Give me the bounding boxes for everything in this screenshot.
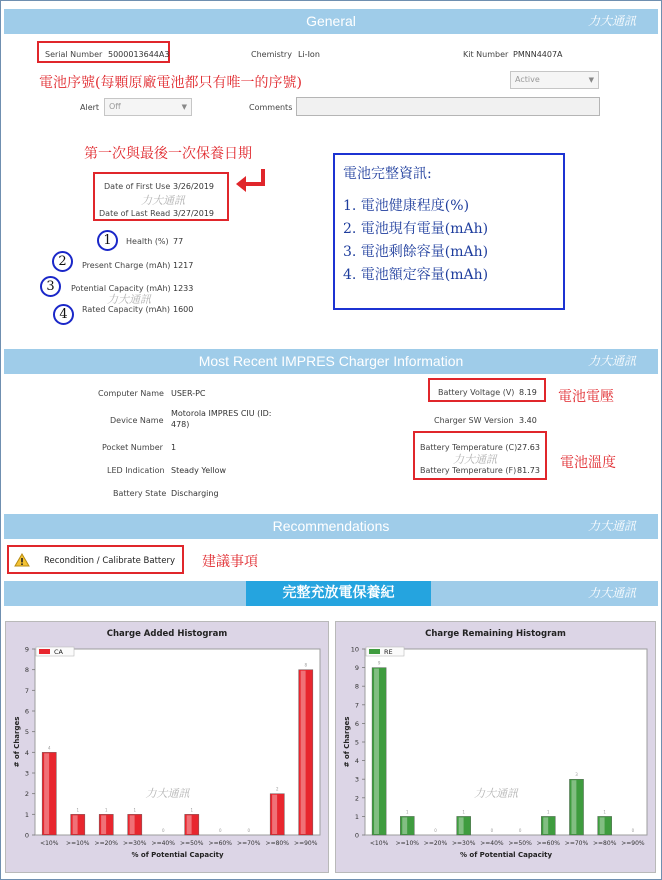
charge-remaining-data-label: 1	[406, 809, 409, 815]
voltage-annotation: 電池電壓	[558, 389, 614, 405]
charge-added-y-tick-label: 4	[24, 748, 29, 757]
charge-remaining-legend-label: RE	[384, 648, 393, 656]
chemistry-label: Chemistry	[251, 50, 292, 59]
charge-added-y-tick-label: 2	[24, 790, 29, 799]
charge-remaining-data-label: 0	[518, 828, 522, 833]
charge-added-data-label: 1	[190, 807, 194, 813]
dates-watermark: 力大通訊	[141, 194, 185, 207]
circle-marker-3: 3	[40, 276, 61, 297]
info-item-health: 1. 電池健康程度(%)	[343, 198, 470, 214]
rated-capacity-label: Rated Capacity (mAh)	[82, 305, 171, 314]
dates-annotation: 第一次與最後一次保養日期	[84, 146, 252, 162]
charge-remaining-x-tick-label: >=60%	[536, 840, 560, 847]
last-read-label: Date of Last Read	[99, 209, 171, 218]
charge-remaining-watermark: 力大通訊	[474, 787, 518, 800]
charge-added-x-axis-label: % of Potential Capacity	[131, 851, 224, 859]
charge-added-bar-highlight	[187, 815, 192, 834]
charge-remaining-data-label: 1	[603, 809, 606, 815]
charge-added-legend-label: CA	[54, 648, 63, 656]
charge-added-y-tick-label: 8	[24, 666, 29, 675]
charge-added-bar-highlight	[301, 671, 306, 834]
kit-number-value: PMNN4407A	[513, 50, 563, 59]
charge-remaining-y-tick-label: 9	[354, 664, 359, 673]
temp-f-label: Battery Temperature (F)	[420, 466, 517, 475]
potential-capacity-value: 1233	[173, 284, 194, 293]
charge-added-y-tick-label: 9	[24, 645, 29, 654]
warning-icon	[14, 553, 30, 567]
led-indication-value: Steady Yellow	[171, 466, 227, 475]
charge-added-bar-highlight	[101, 815, 106, 834]
info-item-rated: 4. 電池額定容量(mAh)	[343, 267, 489, 283]
recommendation-annotation: 建議事項	[202, 554, 258, 570]
pocket-number-label: Pocket Number	[102, 443, 163, 452]
device-name-label: Device Name	[110, 416, 164, 425]
charge-remaining-x-tick-label: >=70%	[564, 840, 589, 847]
charge-added-bar-highlight	[73, 815, 78, 834]
chevron-down-icon: ▼	[588, 76, 594, 84]
temp-c-label: Battery Temperature (C)	[420, 443, 518, 452]
charge-added-y-tick-label: 0	[24, 831, 29, 840]
first-use-label: Date of First Use	[104, 182, 171, 191]
charge-added-x-tick-label: >=10%	[66, 840, 90, 847]
charge-added-title: Charge Added Histogram	[106, 629, 228, 639]
charge-added-y-tick-label: 3	[24, 769, 29, 778]
recommendations-header-title: Recommendations	[272, 518, 390, 534]
charge-remaining-y-tick-label: 6	[354, 719, 359, 728]
general-watermark: 力大通訊	[587, 14, 636, 28]
charge-remaining-y-axis-label: # of Charges	[343, 716, 351, 768]
charge-remaining-data-label: 1	[547, 809, 550, 815]
charge-added-y-tick-label: 7	[24, 686, 29, 695]
charge-remaining-data-label: 1	[462, 809, 465, 815]
charge-remaining-bar-highlight	[543, 817, 548, 834]
charger-sw-label: Charger SW Version	[434, 416, 514, 425]
led-indication-label: LED Indication	[107, 466, 165, 475]
histogram-section-watermark: 力大通訊	[587, 586, 636, 600]
charge-added-x-tick-label: >=80%	[265, 840, 289, 847]
charge-remaining-bar-highlight	[374, 669, 379, 834]
chevron-down-icon: ▼	[181, 103, 187, 111]
charger-header-title: Most Recent IMPRES Charger Information	[198, 353, 464, 369]
serial-number-label: Serial Number	[45, 50, 103, 59]
charge-added-data-label: 4	[47, 745, 51, 751]
charge-added-data-label: 8	[304, 662, 308, 668]
charge-added-panel	[5, 621, 329, 873]
chemistry-value: Li-Ion	[298, 50, 320, 59]
charge-added-y-tick-label: 6	[24, 707, 29, 716]
charge-added-data-label: 0	[247, 828, 251, 833]
device-name-value-line1: Motorola IMPRES CIU (ID:	[171, 409, 272, 418]
health-value: 77	[173, 237, 184, 246]
charge-remaining-y-tick-label: 10	[350, 645, 359, 654]
charge-remaining-y-tick-label: 5	[354, 738, 359, 747]
charge-remaining-y-tick-label: 2	[354, 794, 359, 803]
charge-remaining-x-tick-label: >=90%	[621, 840, 645, 847]
charge-added-x-tick-label: >=50%	[180, 840, 204, 847]
charge-remaining-title: Charge Remaining Histogram	[425, 629, 566, 639]
health-label: Health (%)	[126, 237, 169, 246]
charge-remaining-y-tick-label: 8	[354, 682, 359, 691]
alert-label: Alert	[80, 103, 100, 112]
info-title: 電池完整資訊:	[343, 166, 432, 182]
info-item-potential: 3. 電池剩餘容量(mAh)	[343, 244, 489, 260]
battery-voltage-label: Battery Voltage (V)	[438, 388, 515, 397]
first-use-value: 3/26/2019	[173, 182, 215, 191]
charge-remaining-panel	[335, 621, 656, 873]
computer-name-value: USER-PC	[171, 389, 206, 398]
charge-added-data-label: 1	[133, 807, 137, 813]
status-select[interactable]	[510, 71, 599, 89]
recommendations-header	[4, 514, 658, 539]
alert-select-value: Off	[109, 102, 121, 111]
charge-remaining-y-tick-label: 1	[354, 812, 359, 821]
charger-header	[4, 349, 658, 374]
charge-added-y-axis-label: # of Charges	[13, 716, 21, 768]
temperature-annotation: 電池溫度	[560, 455, 616, 471]
charge-remaining-legend-swatch	[369, 649, 380, 654]
charge-added-bar-highlight	[44, 753, 49, 834]
charge-remaining-x-tick-label: <10%	[369, 840, 389, 847]
status-select-value: Active	[515, 75, 540, 84]
battery-state-value: Discharging	[171, 489, 219, 498]
charge-remaining-y-tick-label: 7	[354, 701, 359, 710]
charge-remaining-bar-highlight	[571, 780, 576, 834]
charge-added-x-tick-label: >=60%	[208, 840, 232, 847]
general-header	[4, 9, 658, 34]
charge-remaining-x-axis-label: % of Potential Capacity	[459, 851, 553, 859]
histogram-section-title: 完整充放電保養紀	[246, 581, 431, 606]
charge-remaining-data-label: 9	[377, 660, 381, 666]
charge-added-x-tick-label: >=30%	[123, 840, 147, 847]
temp-watermark: 力大通訊	[453, 453, 497, 466]
present-charge-label: Present Charge (mAh)	[82, 261, 171, 270]
potential-capacity-label: Potential Capacity (mAh)	[71, 284, 171, 293]
charge-remaining-x-tick-label: >=50%	[508, 840, 532, 847]
battery-info-box	[333, 153, 565, 310]
charge-remaining-x-tick-label: >=10%	[395, 840, 419, 847]
serial-annotation: 電池序號(每顆原廠電池都只有唯一的序號)	[39, 75, 302, 91]
charge-remaining-data-label: 0	[434, 828, 437, 833]
temp-f-value: 81.73	[517, 466, 540, 475]
circle-marker-1: 1	[97, 230, 118, 251]
charge-remaining-data-label: 0	[631, 828, 635, 833]
charge-remaining-y-tick-label: 4	[354, 757, 359, 766]
charge-remaining-data-label: 3	[575, 772, 578, 778]
charge-added-x-tick-label: >=90%	[294, 840, 318, 847]
charge-remaining-y-tick-label: 0	[354, 831, 359, 840]
info-item-present: 2. 電池現有電量(mAh)	[343, 221, 489, 237]
charge-remaining-bar-highlight	[600, 817, 605, 834]
serial-number-value: 5000013644A3	[108, 50, 170, 59]
charge-remaining-x-tick-label: >=80%	[593, 840, 617, 847]
computer-name-label: Computer Name	[98, 389, 164, 398]
charger-watermark: 力大通訊	[587, 354, 636, 368]
battery-state-label: Battery State	[113, 489, 167, 498]
charge-added-legend-swatch	[39, 649, 50, 654]
comments-label: Comments	[249, 103, 293, 112]
potential-watermark: 力大通訊	[107, 293, 151, 306]
general-header-title: General	[306, 13, 356, 29]
temp-c-value: 27.63	[517, 443, 540, 452]
alert-select[interactable]	[104, 98, 192, 116]
recommendations-watermark: 力大通訊	[587, 519, 636, 533]
charge-added-watermark: 力大通訊	[145, 787, 190, 800]
charge-added-bar-highlight	[130, 815, 135, 834]
charge-remaining-x-tick-label: >=20%	[423, 840, 448, 847]
charge-added-y-tick-label: 1	[24, 810, 29, 819]
circle-marker-2: 2	[52, 251, 73, 272]
charge-added-data-label: 1	[104, 807, 108, 813]
last-read-value: 3/27/2019	[173, 209, 215, 218]
charge-added-x-tick-label: >=40%	[151, 840, 175, 847]
charger-sw-value: 3.40	[519, 416, 537, 425]
charge-added-data-label: 1	[76, 807, 80, 813]
charge-remaining-bar-highlight	[459, 817, 464, 834]
charge-added-histogram	[6, 622, 328, 872]
charge-added-x-tick-label: >=70%	[237, 840, 261, 847]
rated-capacity-value: 1600	[173, 305, 194, 314]
circle-marker-4: 4	[53, 304, 74, 325]
kit-number-label: Kit Number	[463, 50, 509, 59]
charge-added-data-label: 0	[218, 828, 222, 833]
present-charge-value: 1217	[173, 261, 194, 270]
pocket-number-value: 1	[171, 443, 177, 452]
charge-remaining-y-tick-label: 3	[354, 775, 359, 784]
battery-voltage-value: 8.19	[519, 388, 537, 397]
charge-remaining-histogram	[336, 622, 655, 872]
charge-remaining-x-tick-label: >=30%	[452, 840, 476, 847]
charge-remaining-plot-area	[365, 649, 647, 835]
device-name-value-line2: 478)	[171, 420, 190, 429]
charge-remaining-x-tick-label: >=40%	[480, 840, 504, 847]
recommendation-item[interactable]: Recondition / Calibrate Battery	[44, 556, 176, 566]
charge-remaining-bar-highlight	[402, 817, 407, 834]
arrow-left-icon	[233, 167, 269, 195]
charge-added-bar-highlight	[272, 795, 277, 834]
charge-remaining-data-label: 0	[490, 828, 494, 833]
charge-added-x-tick-label: >=20%	[94, 840, 118, 847]
comments-input[interactable]	[296, 97, 600, 116]
charge-added-data-label: 2	[275, 786, 279, 792]
charge-added-data-label: 0	[161, 828, 165, 833]
charge-added-y-tick-label: 5	[24, 728, 29, 737]
charge-added-x-tick-label: <10%	[40, 840, 59, 847]
